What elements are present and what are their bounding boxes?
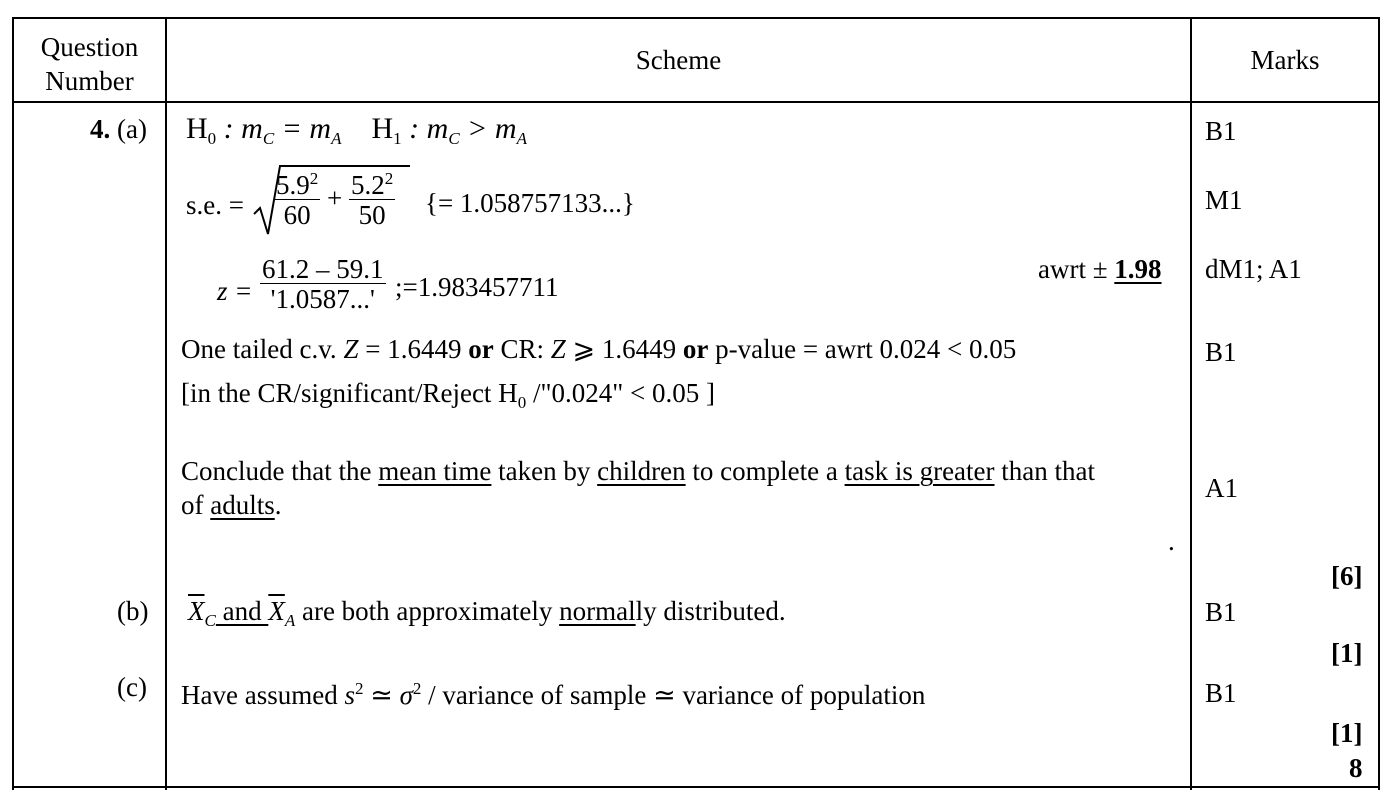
stray-dot: . bbox=[1168, 526, 1175, 556]
total-b: [1] bbox=[1331, 638, 1363, 668]
part-c-answer: Have assumed $s^2$ ≃ $\sigma^2$ / variance of sample ≃ variance of population bbox=[181, 679, 926, 710]
header-marks: Marks bbox=[1250, 45, 1320, 75]
mark-cv: B1 bbox=[1205, 337, 1237, 367]
header-scheme: Scheme bbox=[635, 45, 722, 75]
table-bottom-border bbox=[12, 786, 1380, 788]
column-divider-2 bbox=[1190, 17, 1192, 790]
mark-conclusion: A1 bbox=[1205, 473, 1238, 503]
part-b-label: (b) bbox=[117, 596, 149, 626]
grand-total: 8 bbox=[1349, 753, 1363, 783]
mark-se: M1 bbox=[1205, 185, 1243, 215]
conclusion-line-2: of adults. bbox=[181, 490, 282, 520]
question-number: 4. (a) bbox=[90, 114, 147, 144]
table-top-border bbox=[12, 17, 1380, 19]
z-awrt: awrt ± 1.98 bbox=[1038, 254, 1162, 284]
total-a: [6] bbox=[1331, 561, 1363, 591]
se-value: {= 1.058757133...} bbox=[425, 188, 635, 218]
column-divider-1 bbox=[165, 17, 167, 790]
header-bottom-border bbox=[12, 101, 1380, 103]
z-label: z = bbox=[217, 276, 253, 306]
conclusion-line-1: Conclude that the mean time taken by children to complete a task is greater than that bbox=[181, 456, 1095, 486]
mark-c: B1 bbox=[1205, 678, 1237, 708]
part-c-label: (c) bbox=[117, 672, 147, 702]
hypotheses: $H_0$ : $m_C = m_A$ $H_1$ : $m_C > m_A$ bbox=[186, 112, 527, 148]
mark-hypotheses: B1 bbox=[1205, 116, 1237, 146]
se-expression: $\frac{5.9^2}{60}$ + $\frac{5.2^2}{50}$ bbox=[276, 169, 394, 231]
total-c: [1] bbox=[1331, 718, 1363, 748]
part-b-answer: $\overline{X}_C$ and $\overline{X}_A$ are both approximately normally distributed. bbox=[188, 596, 786, 630]
z-value: ;=1.983457711 bbox=[395, 272, 559, 302]
table-right-border bbox=[1378, 17, 1380, 790]
critical-region-note: [in the CR/significant/Reject $H_0$ /"0.024" < 0.05 ] bbox=[181, 378, 715, 412]
table-left-border bbox=[12, 17, 14, 790]
mark-z: dM1; A1 bbox=[1205, 254, 1302, 284]
mark-b: B1 bbox=[1205, 597, 1237, 627]
critical-value-line: One tailed c.v. Z = 1.6449 or CR: Z ⩾ 1.6449 or p-value = awrt 0.024 < 0.05 bbox=[181, 334, 1017, 364]
se-label: s.e. = bbox=[186, 190, 244, 220]
header-question: Question Number bbox=[40, 32, 139, 96]
z-fraction: $\frac{61.2 - 59.1}{'1.0587...'}$ bbox=[262, 254, 384, 315]
